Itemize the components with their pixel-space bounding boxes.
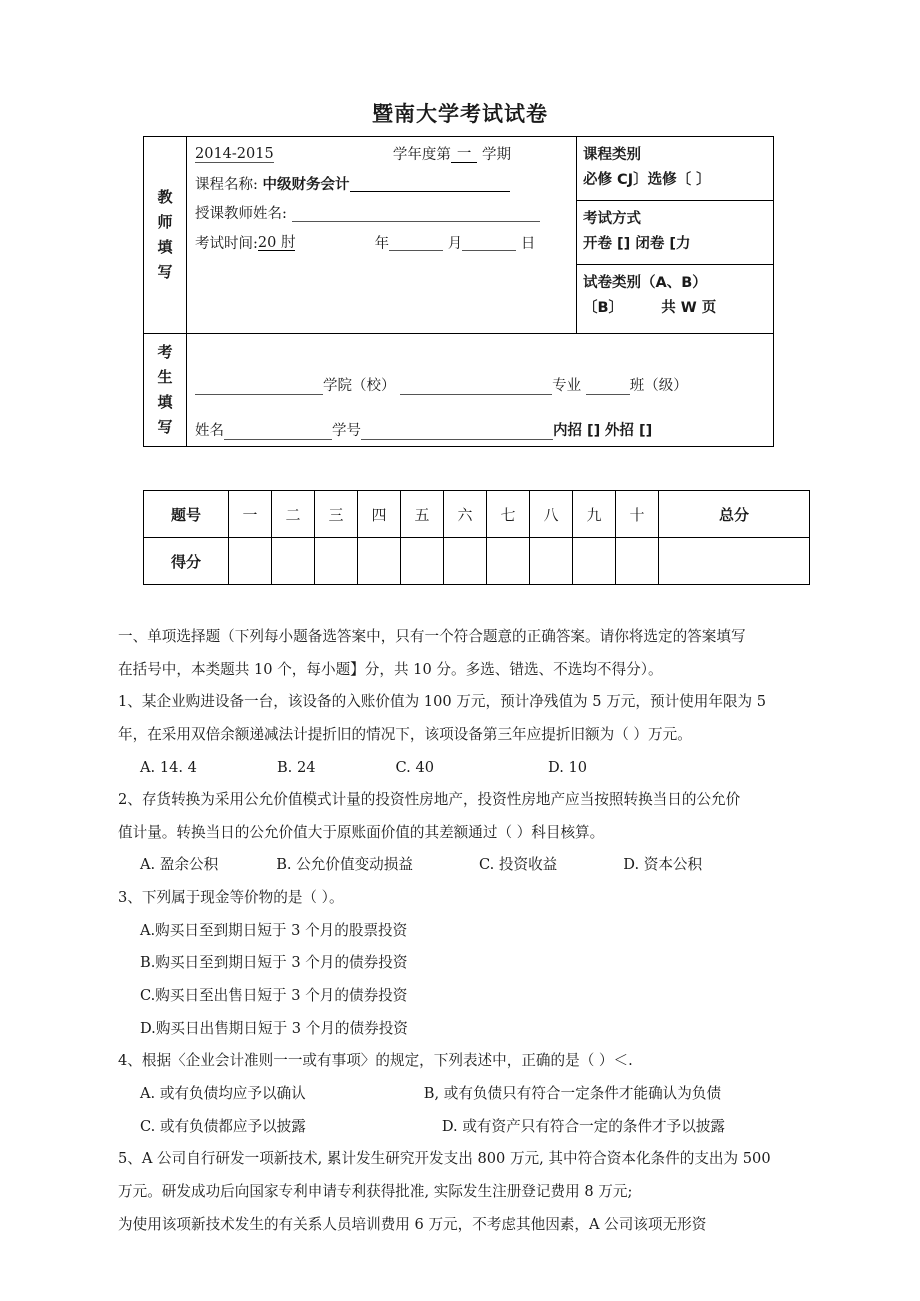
score-table xyxy=(143,490,810,585)
major-unit: 专业 xyxy=(552,378,582,394)
score-cell-10[interactable] xyxy=(616,538,659,585)
score-cell-7[interactable] xyxy=(487,538,530,585)
section-1-heading-line-2: 在括号中，本类题共 10 个，每小题】分，共 10 分。多选、错选、不选均不得分）。 xyxy=(118,660,663,678)
admission-inner-option[interactable]: 内招 [] xyxy=(553,423,601,439)
question-3-option-a[interactable]: A.购买日至到期日短于 3 个月的股票投资 xyxy=(140,921,408,939)
student-label-char-4: 写 xyxy=(157,418,173,436)
question-1-option-c[interactable]: C. 40 xyxy=(395,758,435,776)
score-table-value-row xyxy=(144,538,810,585)
question-1-stem-line-2: 年，在采用双倍余额递减法计提折旧的情况下，该项设备第三年应提折旧额为（ ）万元。 xyxy=(118,725,692,743)
class-input[interactable] xyxy=(586,378,630,395)
teacher-label-char-4: 写 xyxy=(157,263,173,281)
teacher-fill-row xyxy=(144,137,774,334)
paper-type-label: 试卷类别（A、B） xyxy=(583,274,707,291)
question-5-stem-line-1: 5、A 公司自行研发一项新技术, 累计发生研究开发支出 800 万元, 其中符合资本化条件的支出为 500 xyxy=(118,1150,771,1168)
question-1-option-d[interactable]: D. 10 xyxy=(548,758,588,776)
teacher-label-char-2: 师 xyxy=(157,213,173,231)
exam-method-label: 考试方式 xyxy=(583,210,641,227)
academic-year-value[interactable]: 2014-2015 xyxy=(195,146,274,162)
day-unit: 日 xyxy=(520,235,536,252)
score-col-7: 七 xyxy=(487,491,530,538)
question-4-stem-line-1: 4、根据〈企业会计准则一一或有事项〉的规定，下列表述中，正确的是（ ）＜. xyxy=(118,1052,633,1070)
question-4-option-c[interactable]: C. 或有负债都应予以披露 xyxy=(140,1117,306,1135)
student-label-char-2: 生 xyxy=(157,368,173,386)
paper-type-line xyxy=(583,296,769,321)
score-cell-2[interactable] xyxy=(272,538,315,585)
question-4-option-a[interactable]: A. 或有负债均应予以确认 xyxy=(140,1084,306,1102)
question-2-option-c[interactable]: C. 投资收益 xyxy=(478,856,558,874)
question-5-stem-line-2: 万元。研发成功后向国家专利申请专利获得批准, 实际发生注册登记费用 8 万元; xyxy=(118,1182,633,1200)
question-3-option-d[interactable]: D.购买日出售期日短于 3 个月的债券投资 xyxy=(140,1019,408,1037)
student-id-input[interactable] xyxy=(361,423,553,440)
question-2-option-d[interactable]: D. 资本公积 xyxy=(623,856,703,874)
student-fill-label xyxy=(144,334,187,447)
teacher-name-line xyxy=(195,206,568,222)
academic-year-suffix-1: 学年度第 xyxy=(392,147,451,163)
exam-method-options[interactable]: 开卷 [] 闭卷 [力 xyxy=(583,236,691,253)
student-label-char-1: 考 xyxy=(157,343,173,361)
question-1-stem-line-1: 1、某企业购进设备一台，该设备的入账价值为 100 万元，预计净残值为 5 万元，预计使用年限为 5 xyxy=(118,693,767,711)
score-col-9: 九 xyxy=(573,491,616,538)
exam-time-label: 考试时间: xyxy=(195,235,258,252)
teacher-name-input[interactable] xyxy=(292,206,540,222)
course-name-line xyxy=(195,177,568,193)
score-col-1: 一 xyxy=(229,491,272,538)
admission-outer-option[interactable]: 外招 [] xyxy=(604,423,653,439)
class-unit: 班（级） xyxy=(629,378,688,394)
question-4-option-b[interactable]: B, 或有负债只有符合一定条件才能确认为负债 xyxy=(423,1084,722,1102)
course-category-label: 课程类别 xyxy=(583,147,641,163)
question-2-options xyxy=(140,853,810,877)
exam-time-line xyxy=(195,236,568,252)
student-fill-row xyxy=(144,334,774,447)
question-4-option-d[interactable]: D. 或有资产只有符合一定的条件才予以披露 xyxy=(441,1117,726,1135)
question-2-option-b[interactable]: B. 公允价值变动损益 xyxy=(276,856,413,874)
college-input[interactable] xyxy=(195,378,323,395)
paper-type-block xyxy=(577,265,773,328)
score-col-4: 四 xyxy=(358,491,401,538)
score-row-label-points: 得分 xyxy=(144,538,229,585)
month-unit: 月 xyxy=(447,235,463,252)
question-2-stem-line-2: 值计量。转换当日的公允价值大于原账面价值的其差额通过（ ）科目核算。 xyxy=(118,823,605,841)
score-cell-3[interactable] xyxy=(315,538,358,585)
course-category-block xyxy=(577,137,773,201)
name-label: 姓名 xyxy=(195,423,224,439)
question-4-options-row-2 xyxy=(140,1115,810,1139)
student-label-char-3: 填 xyxy=(157,393,173,411)
college-unit: 学院（校） xyxy=(323,378,396,394)
page-title: 暨南大学考试试卷 xyxy=(372,101,548,126)
score-table-header-row xyxy=(144,491,810,538)
question-4-options-row-1 xyxy=(140,1082,810,1106)
course-name-label: 课程名称: xyxy=(195,176,258,193)
question-2-option-a[interactable]: A. 盈余公积 xyxy=(140,856,219,874)
question-1-option-b[interactable]: B. 24 xyxy=(276,758,316,776)
student-fields-cell xyxy=(187,334,774,447)
score-col-8: 八 xyxy=(530,491,573,538)
exam-header-table xyxy=(143,136,774,447)
score-cell-1[interactable] xyxy=(229,538,272,585)
exam-meta-cell xyxy=(577,137,774,334)
academic-year-line xyxy=(195,147,568,163)
teacher-name-label: 授课教师姓名: xyxy=(195,206,287,222)
academic-term-value[interactable]: 一 xyxy=(451,147,478,163)
score-cell-total[interactable] xyxy=(659,538,810,585)
exam-time-value[interactable]: 20 肘 xyxy=(257,234,296,251)
teacher-label-char-3: 填 xyxy=(157,238,173,256)
question-5-stem-line-3: 为使用该项新技术发生的有关系人员培训费用 6 万元，不考虑其他因素，A 公司该项无形资 xyxy=(118,1215,707,1233)
question-2-stem-line-1: 2、存货转换为采用公允价值模式计量的投资性房地产，投资性房地产应当按照转换当日的公允价 xyxy=(118,791,741,809)
question-1-option-a[interactable]: A. 14. 4 xyxy=(140,758,197,776)
score-col-6: 六 xyxy=(444,491,487,538)
score-cell-6[interactable] xyxy=(444,538,487,585)
paper-type-value[interactable]: 〔B〕 xyxy=(583,299,624,316)
total-pages: 共 W 页 xyxy=(661,299,717,316)
score-col-3: 三 xyxy=(315,491,358,538)
teacher-fields-cell xyxy=(187,137,577,334)
question-1-options xyxy=(140,756,810,780)
month-input[interactable] xyxy=(462,236,516,252)
teacher-fill-label xyxy=(144,137,187,334)
score-cell-8[interactable] xyxy=(530,538,573,585)
year-unit: 年 xyxy=(374,235,390,252)
score-cell-4[interactable] xyxy=(358,538,401,585)
question-3-option-c[interactable]: C.购买日至出售日短于 3 个月的债券投资 xyxy=(140,987,408,1005)
exam-method-block xyxy=(577,201,773,265)
course-name-value[interactable]: 中级财务会计 xyxy=(262,176,350,193)
student-identity-line xyxy=(195,419,777,440)
name-input[interactable] xyxy=(224,423,332,440)
teacher-label-char-1: 教 xyxy=(157,188,173,206)
student-college-line xyxy=(195,374,771,395)
major-input[interactable] xyxy=(400,378,552,395)
score-col-5: 五 xyxy=(401,491,444,538)
question-3-stem-line-1: 3、下列属于现金等价物的是（ ）。 xyxy=(118,889,344,907)
exam-body xyxy=(118,625,810,1245)
score-row-label-question: 题号 xyxy=(144,491,229,538)
course-category-options[interactable]: 必修 CJ〕选修〔 〕 xyxy=(583,172,711,189)
section-1-heading-line-1: 一、单项选择题（下列每小题备选答案中，只有一个符合题意的正确答案。请你将选定的答案填写 xyxy=(118,628,746,645)
score-col-10: 十 xyxy=(616,491,659,538)
student-id-label: 学号 xyxy=(332,423,361,439)
academic-year-suffix-2: 学期 xyxy=(482,147,512,163)
score-col-total: 总分 xyxy=(659,491,810,538)
question-3-option-b[interactable]: B.购买日至到期日短于 3 个月的债券投资 xyxy=(140,954,408,972)
year-input[interactable] xyxy=(389,236,443,252)
score-col-2: 二 xyxy=(272,491,315,538)
score-cell-5[interactable] xyxy=(401,538,444,585)
score-cell-9[interactable] xyxy=(573,538,616,585)
